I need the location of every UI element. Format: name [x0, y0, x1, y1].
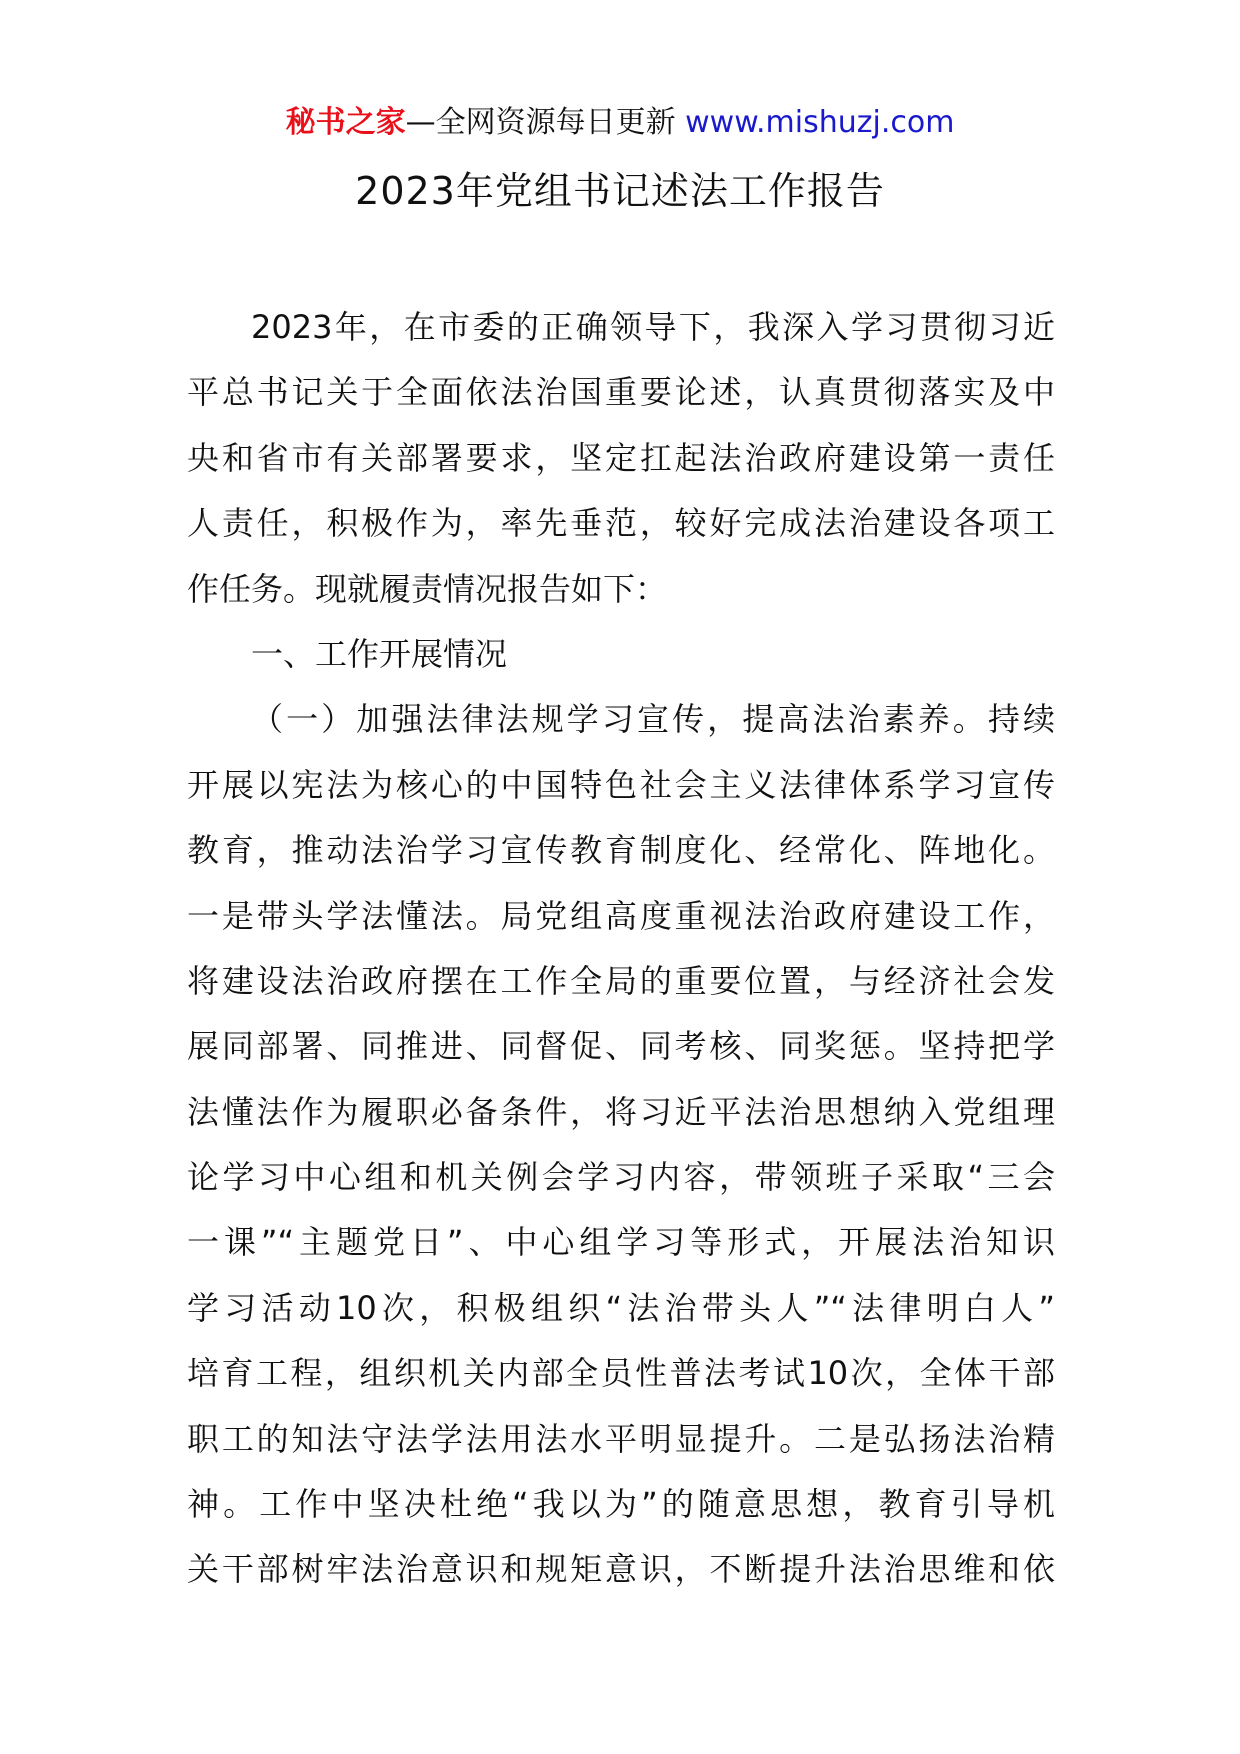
body-line: 职工的知法守法学法用法水平明显提升。二是弘扬法治精 — [187, 1419, 1055, 1458]
body-line: 展同部署、同推进、同督促、同考核、同奖惩。坚持把学 — [187, 1027, 1055, 1066]
body-line: 一是带头学法懂法。局党组高度重视法治政府建设工作， — [187, 896, 1055, 935]
document-body — [187, 295, 1055, 1603]
body-line: 开展以宪法为核心的中国特色社会主义法律体系学习宣传 — [187, 765, 1055, 804]
body-line: 论学习中心组和机关例会学习内容，带领班子采取“三会 — [187, 1158, 1055, 1197]
document-title: 2023年党组书记述法工作报告 — [355, 169, 885, 213]
body-line: 教育，推动法治学习宣传教育制度化、经常化、阵地化。 — [187, 831, 1055, 870]
site-url-link[interactable]: www.mishuzj.com — [685, 105, 955, 140]
body-line: 央和省市有关部署要求，坚定扛起法治政府建设第一责任 — [187, 438, 1055, 477]
body-line: 将建设法治政府摆在工作全局的重要位置，与经济社会发 — [187, 961, 1055, 1000]
header-tagline: —全网资源每日更新 — [405, 105, 676, 140]
body-line: 关干部树牢法治意识和规矩意识，不断提升法治思维和依 — [187, 1550, 1055, 1589]
body-line: 一课”“主题党日”、中心组学习等形式，开展法治知识 — [187, 1223, 1055, 1262]
body-line: 2023年，在市委的正确领导下，我深入学习贯彻习近 — [251, 308, 1055, 346]
body-line: 培育工程，组织机关内部全员性普法考试10次，全体干部 — [187, 1354, 1055, 1393]
body-line: 平总书记关于全面依法治国重要论述，认真贯彻落实及中 — [187, 373, 1055, 412]
section-heading: 一、工作开展情况 — [251, 634, 508, 673]
site-header — [0, 103, 1240, 143]
body-line: 作任务。现就履责情况报告如下： — [187, 569, 668, 608]
body-line: 法懂法作为履职必备条件，将习近平法治思想纳入党组理 — [187, 1092, 1055, 1131]
body-line: （一）加强法律法规学习宣传，提高法治素养。持续 — [251, 700, 1055, 739]
body-line: 神。工作中坚决杜绝“我以为”的随意思想，教育引导机 — [187, 1485, 1055, 1524]
body-line: 人责任，积极作为，率先垂范，较好完成法治建设各项工 — [187, 504, 1055, 543]
brand-name: 秘书之家 — [285, 105, 406, 140]
body-line: 学习活动10次，积极组织“法治带头人”“法律明白人” — [187, 1288, 1055, 1327]
